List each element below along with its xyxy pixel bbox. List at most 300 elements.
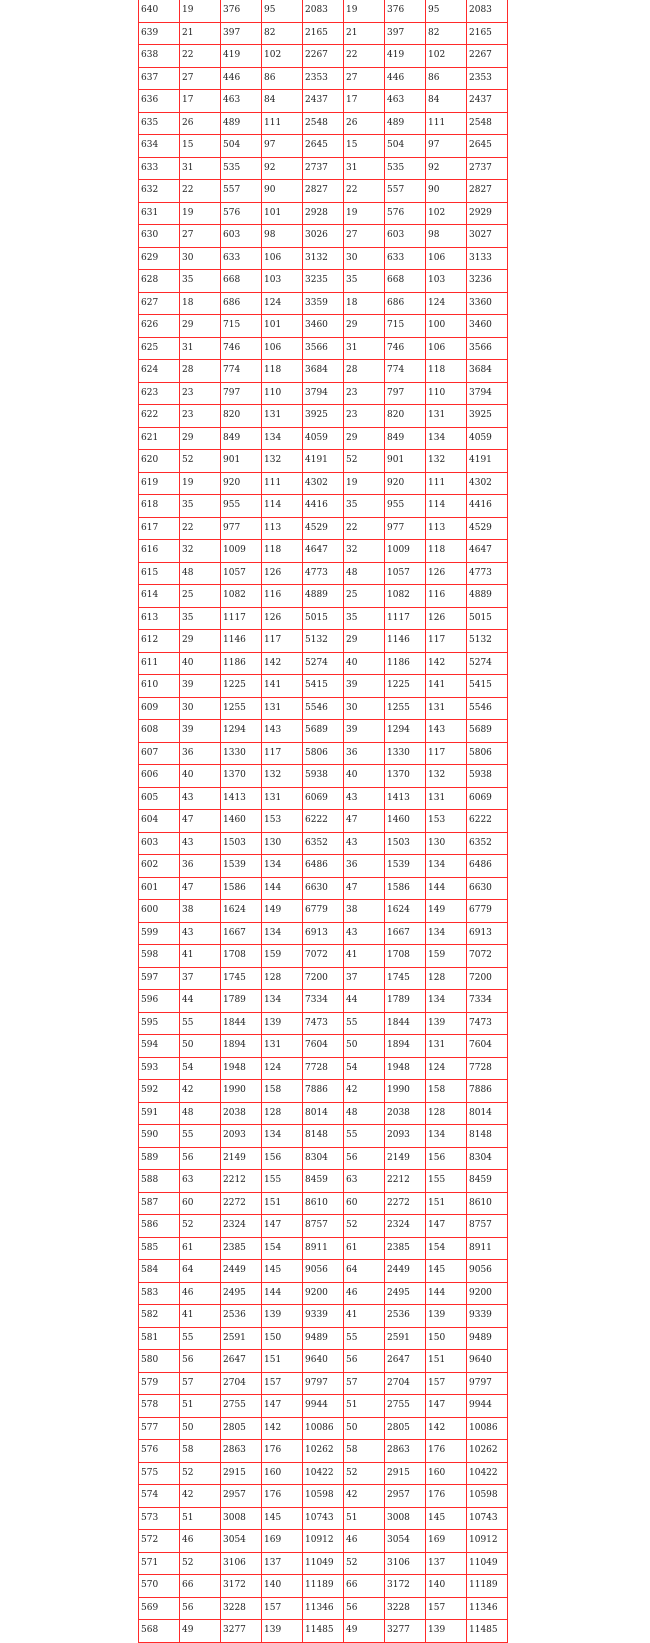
cell-cumulative-a: 1413 [221,787,262,810]
cell-count-a: 56 [180,1147,221,1170]
cell-cumulative-c: 2272 [385,1192,426,1215]
cell-cumulative-d: 10743 [467,1507,508,1530]
cell-count-a: 52 [180,450,221,473]
cell-count-a: 28 [180,360,221,383]
cell-cumulative-a: 1948 [221,1057,262,1080]
cell-count-b: 157 [262,1597,303,1620]
cell-count-b: 98 [262,225,303,248]
cell-cumulative-d: 6913 [467,922,508,945]
cell-count-a: 17 [180,90,221,113]
cell-cumulative-a: 557 [221,180,262,203]
table-row [139,202,508,225]
cell-cumulative-d: 2353 [467,67,508,90]
table-row [139,900,508,923]
cell-score: 599 [139,922,180,945]
cell-score: 577 [139,1417,180,1440]
table-row [139,1620,508,1643]
cell-count-d: 139 [426,1305,467,1328]
cell-cumulative-c: 774 [385,360,426,383]
cell-count-b: 113 [262,517,303,540]
table-row [139,450,508,473]
cell-score: 608 [139,720,180,743]
cell-score: 627 [139,292,180,315]
table-row [139,630,508,653]
cell-count-d: 117 [426,630,467,653]
cell-cumulative-c: 1370 [385,765,426,788]
cell-cumulative-c: 2536 [385,1305,426,1328]
cell-cumulative-d: 7604 [467,1035,508,1058]
cell-count-d: 110 [426,382,467,405]
cell-cumulative-b: 3925 [303,405,344,428]
cell-cumulative-a: 1460 [221,810,262,833]
cell-count-b: 142 [262,652,303,675]
cell-cumulative-c: 2755 [385,1395,426,1418]
cell-cumulative-a: 1009 [221,540,262,563]
cell-score: 579 [139,1372,180,1395]
cell-count-b: 151 [262,1350,303,1373]
cell-cumulative-c: 1789 [385,990,426,1013]
cell-cumulative-c: 633 [385,247,426,270]
cell-count-b: 153 [262,810,303,833]
cell-cumulative-d: 10598 [467,1485,508,1508]
table-row [139,1237,508,1260]
table-row [139,0,508,22]
cell-count-a: 40 [180,652,221,675]
cell-score: 590 [139,1125,180,1148]
cell-cumulative-c: 576 [385,202,426,225]
cell-count-b: 118 [262,360,303,383]
cell-count-a: 29 [180,315,221,338]
cell-count-d: 155 [426,1170,467,1193]
cell-count-d: 139 [426,1012,467,1035]
cell-cumulative-d: 5415 [467,675,508,698]
table-row [139,495,508,518]
cell-cumulative-a: 797 [221,382,262,405]
cell-count-d: 144 [426,877,467,900]
cell-score: 609 [139,697,180,720]
cell-cumulative-b: 8911 [303,1237,344,1260]
cell-cumulative-c: 2591 [385,1327,426,1350]
cell-count-b: 132 [262,450,303,473]
cell-count-b: 144 [262,877,303,900]
cell-count-a: 58 [180,1440,221,1463]
cell-cumulative-d: 9339 [467,1305,508,1328]
cell-cumulative-a: 1503 [221,832,262,855]
cell-count-b: 131 [262,1035,303,1058]
cell-cumulative-b: 8459 [303,1170,344,1193]
cell-score: 593 [139,1057,180,1080]
cell-count-b: 145 [262,1507,303,1530]
cell-score: 630 [139,225,180,248]
cell-count-d: 128 [426,1102,467,1125]
cell-count-d: 134 [426,990,467,1013]
cell-cumulative-a: 419 [221,45,262,68]
cell-cumulative-b: 8610 [303,1192,344,1215]
cell-score: 595 [139,1012,180,1035]
cell-count-d: 134 [426,855,467,878]
table-row [139,877,508,900]
cell-cumulative-c: 1413 [385,787,426,810]
table-row [139,1215,508,1238]
cell-count-c: 37 [344,967,385,990]
cell-count-a: 43 [180,787,221,810]
cell-count-a: 49 [180,1620,221,1643]
cell-count-b: 156 [262,1147,303,1170]
table-row [139,315,508,338]
cell-cumulative-b: 11189 [303,1575,344,1598]
table-row [139,652,508,675]
cell-score: 591 [139,1102,180,1125]
cell-score: 587 [139,1192,180,1215]
cell-cumulative-c: 557 [385,180,426,203]
cell-score: 620 [139,450,180,473]
cell-cumulative-c: 746 [385,337,426,360]
cell-cumulative-d: 7728 [467,1057,508,1080]
cell-cumulative-a: 1990 [221,1080,262,1103]
cell-count-a: 32 [180,540,221,563]
cell-cumulative-b: 4647 [303,540,344,563]
cell-cumulative-a: 2093 [221,1125,262,1148]
cell-cumulative-a: 1745 [221,967,262,990]
cell-cumulative-a: 746 [221,337,262,360]
table-row [139,157,508,180]
cell-count-a: 39 [180,675,221,698]
cell-count-b: 144 [262,1282,303,1305]
cell-score: 618 [139,495,180,518]
cell-count-d: 159 [426,945,467,968]
table-row [139,1170,508,1193]
cell-count-b: 131 [262,787,303,810]
cell-cumulative-b: 5015 [303,607,344,630]
cell-count-d: 145 [426,1260,467,1283]
cell-count-a: 30 [180,697,221,720]
cell-cumulative-d: 4416 [467,495,508,518]
cell-count-d: 169 [426,1530,467,1553]
cell-score: 572 [139,1530,180,1553]
cell-count-a: 51 [180,1507,221,1530]
cell-score: 610 [139,675,180,698]
cell-count-d: 157 [426,1597,467,1620]
cell-count-a: 35 [180,270,221,293]
cell-count-a: 40 [180,765,221,788]
cell-count-b: 124 [262,1057,303,1080]
cell-count-d: 141 [426,675,467,698]
cell-count-c: 47 [344,877,385,900]
cell-cumulative-a: 2272 [221,1192,262,1215]
cell-count-b: 134 [262,427,303,450]
cell-count-a: 52 [180,1462,221,1485]
cell-score: 621 [139,427,180,450]
cell-cumulative-d: 5546 [467,697,508,720]
cell-count-d: 147 [426,1215,467,1238]
cell-cumulative-a: 686 [221,292,262,315]
cell-cumulative-d: 3794 [467,382,508,405]
cell-count-a: 52 [180,1215,221,1238]
cell-count-c: 27 [344,225,385,248]
cell-count-b: 149 [262,900,303,923]
cell-cumulative-c: 2495 [385,1282,426,1305]
cell-count-a: 35 [180,607,221,630]
cell-count-b: 101 [262,315,303,338]
table-row [139,1305,508,1328]
cell-cumulative-c: 2212 [385,1170,426,1193]
cell-count-c: 55 [344,1012,385,1035]
cell-cumulative-d: 9200 [467,1282,508,1305]
table-row [139,675,508,698]
cell-count-a: 30 [180,247,221,270]
cell-count-a: 57 [180,1372,221,1395]
cell-count-d: 102 [426,45,467,68]
cell-count-d: 111 [426,112,467,135]
cell-count-d: 131 [426,697,467,720]
cell-count-c: 41 [344,945,385,968]
cell-count-d: 84 [426,90,467,113]
cell-score: 576 [139,1440,180,1463]
cell-count-c: 22 [344,517,385,540]
cell-cumulative-d: 2929 [467,202,508,225]
cell-cumulative-c: 1330 [385,742,426,765]
cell-score: 622 [139,405,180,428]
cell-count-a: 29 [180,427,221,450]
cell-count-b: 160 [262,1462,303,1485]
cell-count-b: 132 [262,765,303,788]
cell-count-a: 50 [180,1035,221,1058]
cell-score: 582 [139,1305,180,1328]
cell-count-d: 143 [426,720,467,743]
cell-cumulative-b: 7072 [303,945,344,968]
cell-cumulative-b: 11485 [303,1620,344,1643]
cell-count-d: 139 [426,1620,467,1643]
cell-count-a: 63 [180,1170,221,1193]
cell-cumulative-c: 2149 [385,1147,426,1170]
cell-cumulative-d: 5274 [467,652,508,675]
cell-cumulative-a: 446 [221,67,262,90]
cell-count-a: 35 [180,495,221,518]
cell-count-c: 48 [344,1102,385,1125]
cell-count-b: 131 [262,405,303,428]
cell-cumulative-a: 633 [221,247,262,270]
cell-cumulative-c: 2805 [385,1417,426,1440]
cell-count-c: 44 [344,990,385,1013]
cell-cumulative-a: 1789 [221,990,262,1013]
cell-cumulative-b: 5415 [303,675,344,698]
cell-count-d: 117 [426,742,467,765]
cell-cumulative-c: 955 [385,495,426,518]
cell-cumulative-a: 1708 [221,945,262,968]
cell-count-c: 40 [344,652,385,675]
cell-cumulative-c: 686 [385,292,426,315]
cell-count-b: 147 [262,1395,303,1418]
table-row [139,1597,508,1620]
cell-count-a: 47 [180,810,221,833]
cell-count-c: 56 [344,1597,385,1620]
cell-count-d: 126 [426,562,467,585]
table-row [139,832,508,855]
cell-cumulative-b: 3566 [303,337,344,360]
cell-count-b: 140 [262,1575,303,1598]
cell-cumulative-d: 2548 [467,112,508,135]
cell-count-a: 25 [180,585,221,608]
cell-count-c: 52 [344,1215,385,1238]
cell-cumulative-b: 2645 [303,135,344,158]
cell-score: 583 [139,1282,180,1305]
cell-count-a: 42 [180,1485,221,1508]
cell-cumulative-d: 4529 [467,517,508,540]
cell-count-d: 118 [426,360,467,383]
cell-cumulative-c: 489 [385,112,426,135]
cell-count-c: 30 [344,247,385,270]
cell-count-a: 22 [180,517,221,540]
cell-count-a: 52 [180,1552,221,1575]
cell-score: 607 [139,742,180,765]
cell-count-b: 139 [262,1305,303,1328]
cell-count-a: 51 [180,1395,221,1418]
cell-cumulative-c: 2704 [385,1372,426,1395]
cell-cumulative-d: 2165 [467,22,508,45]
cell-cumulative-a: 397 [221,22,262,45]
table-row [139,517,508,540]
cell-cumulative-d: 11485 [467,1620,508,1643]
cell-cumulative-a: 1624 [221,900,262,923]
cell-cumulative-a: 1539 [221,855,262,878]
cell-cumulative-d: 6779 [467,900,508,923]
cell-cumulative-a: 955 [221,495,262,518]
cell-cumulative-c: 1503 [385,832,426,855]
cell-cumulative-b: 3235 [303,270,344,293]
cell-cumulative-b: 2928 [303,202,344,225]
cell-count-c: 27 [344,67,385,90]
cell-cumulative-d: 8610 [467,1192,508,1215]
cell-cumulative-b: 5806 [303,742,344,765]
cell-count-a: 66 [180,1575,221,1598]
cell-count-c: 42 [344,1080,385,1103]
cell-count-c: 39 [344,720,385,743]
cell-cumulative-a: 2324 [221,1215,262,1238]
cell-score: 616 [139,540,180,563]
cell-count-d: 150 [426,1327,467,1350]
cell-count-b: 134 [262,990,303,1013]
cell-count-c: 41 [344,1305,385,1328]
cell-cumulative-d: 7473 [467,1012,508,1035]
cell-count-a: 18 [180,292,221,315]
cell-cumulative-d: 3925 [467,405,508,428]
cell-cumulative-d: 7334 [467,990,508,1013]
cell-count-b: 131 [262,697,303,720]
cell-cumulative-d: 5806 [467,742,508,765]
table-row [139,1035,508,1058]
table-row [139,180,508,203]
cell-cumulative-b: 7473 [303,1012,344,1035]
cell-count-c: 47 [344,810,385,833]
cell-cumulative-b: 7604 [303,1035,344,1058]
cell-count-d: 90 [426,180,467,203]
cell-score: 586 [139,1215,180,1238]
cell-count-b: 102 [262,45,303,68]
cell-cumulative-b: 7334 [303,990,344,1013]
cell-cumulative-d: 4191 [467,450,508,473]
cell-cumulative-a: 2704 [221,1372,262,1395]
cell-cumulative-a: 2863 [221,1440,262,1463]
cell-cumulative-b: 6486 [303,855,344,878]
cell-score: 585 [139,1237,180,1260]
table-row [139,1350,508,1373]
cell-count-c: 25 [344,585,385,608]
cell-count-b: 159 [262,945,303,968]
cell-count-a: 60 [180,1192,221,1215]
cell-cumulative-d: 2267 [467,45,508,68]
cell-count-d: 134 [426,1125,467,1148]
cell-count-d: 86 [426,67,467,90]
cell-score: 638 [139,45,180,68]
cell-score: 574 [139,1485,180,1508]
cell-count-d: 176 [426,1485,467,1508]
cell-count-c: 55 [344,1327,385,1350]
cell-cumulative-d: 10912 [467,1530,508,1553]
cell-count-b: 114 [262,495,303,518]
cell-count-b: 134 [262,1125,303,1148]
cell-count-b: 116 [262,585,303,608]
cell-cumulative-a: 2149 [221,1147,262,1170]
cell-cumulative-d: 2827 [467,180,508,203]
cell-count-a: 48 [180,1102,221,1125]
cell-count-d: 131 [426,787,467,810]
cell-count-d: 124 [426,292,467,315]
cell-cumulative-d: 4889 [467,585,508,608]
cell-count-c: 43 [344,922,385,945]
cell-cumulative-c: 2957 [385,1485,426,1508]
cell-count-d: 140 [426,1575,467,1598]
table-row [139,945,508,968]
cell-cumulative-d: 8304 [467,1147,508,1170]
cell-score: 597 [139,967,180,990]
cell-cumulative-b: 9339 [303,1305,344,1328]
cell-count-c: 35 [344,495,385,518]
cell-cumulative-d: 3027 [467,225,508,248]
cell-count-c: 43 [344,787,385,810]
cell-cumulative-d: 2437 [467,90,508,113]
cell-count-c: 38 [344,900,385,923]
cell-cumulative-c: 1186 [385,652,426,675]
cell-cumulative-b: 5546 [303,697,344,720]
cell-cumulative-b: 8148 [303,1125,344,1148]
cell-count-b: 134 [262,922,303,945]
cell-cumulative-d: 4773 [467,562,508,585]
cell-score: 636 [139,90,180,113]
cell-cumulative-b: 10743 [303,1507,344,1530]
cell-cumulative-b: 2437 [303,90,344,113]
cell-cumulative-b: 3359 [303,292,344,315]
cell-count-b: 128 [262,1102,303,1125]
table-row [139,90,508,113]
cell-count-b: 103 [262,270,303,293]
cell-count-b: 147 [262,1215,303,1238]
cell-cumulative-b: 4059 [303,427,344,450]
cell-score: 631 [139,202,180,225]
cell-count-a: 19 [180,202,221,225]
cell-cumulative-b: 4302 [303,472,344,495]
cell-cumulative-a: 849 [221,427,262,450]
cell-count-d: 92 [426,157,467,180]
cell-cumulative-a: 3172 [221,1575,262,1598]
cell-cumulative-b: 9797 [303,1372,344,1395]
cell-count-d: 151 [426,1192,467,1215]
cell-cumulative-d: 3133 [467,247,508,270]
cell-score: 623 [139,382,180,405]
cell-count-a: 39 [180,720,221,743]
cell-cumulative-b: 4529 [303,517,344,540]
cell-cumulative-a: 1255 [221,697,262,720]
cell-count-d: 131 [426,1035,467,1058]
